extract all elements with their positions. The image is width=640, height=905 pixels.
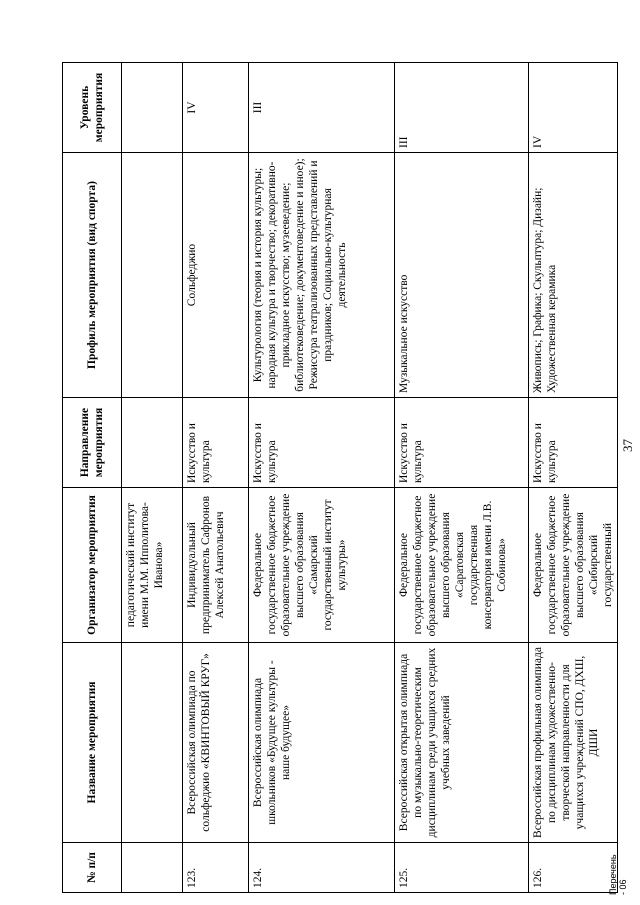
cell-profile: Музыкальное искусство [395, 153, 529, 398]
cell-level [122, 63, 183, 153]
table-row-continuation [122, 63, 183, 893]
header-num: № п/п [63, 843, 122, 893]
header-organizer: Организатор мероприятия [63, 488, 122, 643]
header-profile: Профиль мероприятия (вид спорта) [63, 153, 122, 398]
header-level: Уровень мероприятия [63, 63, 122, 153]
events-table-wrapper [62, 63, 614, 893]
cell-direction: Искусство и культура [395, 398, 529, 488]
cell-name: Всероссийская олимпиада по сольфеджио «КВИНТОВЫЙ КРУГ» [183, 643, 249, 843]
header-direction: Направление мероприятия [63, 398, 122, 488]
table-row [249, 63, 395, 893]
cell-name: Всероссийская открытая олимпиада по музыкально-теоретическим дисциплинам среди учащихся средних учебных заведений [395, 643, 529, 843]
footer-note: Перечень - 06 [608, 854, 628, 895]
cell-num: 125. [395, 843, 529, 893]
cell-num: 124. [249, 843, 395, 893]
cell-name [122, 643, 183, 843]
cell-profile: Культурология (теория и история культуры; народная культура и творчество; декоративно-прикладное искусство; музееведение; библиотековедение; документоведение и иное); Режиссура театрализованных представлений и праздников; Социально-культурная деятельность [249, 153, 395, 398]
cell-direction: Искусство и культура [183, 398, 249, 488]
cell-organizer: Федеральное государственное бюджетное образовательное учреждение высшего образования «Самарский государственный институт культуры» [249, 488, 395, 643]
cell-profile [122, 153, 183, 398]
cell-num: 126. [529, 843, 618, 893]
cell-direction: Искусство и культура [249, 398, 395, 488]
table-row [529, 63, 618, 893]
cell-level: III [249, 63, 395, 153]
cell-name: Всероссийская олимпиада школьников «Будущее культуры - наше будущее» [249, 643, 395, 843]
cell-name: Всероссийская профильная олимпиада по дисциплинам художественно-творческой направленности для учащихся учреждений СПО, ДХШ, ДШИ [529, 643, 618, 843]
cell-level: IV [529, 63, 618, 153]
cell-profile: Живопись; Графика; Скульптура; Дизайн; Художественная керамика [529, 153, 618, 398]
cell-num: 123. [183, 843, 249, 893]
cell-direction: Искусство и культура [529, 398, 618, 488]
page-number: 37 [620, 439, 635, 452]
table-header-row [63, 63, 122, 893]
header-name: Название мероприятия [63, 643, 122, 843]
cell-direction [122, 398, 183, 488]
cell-organizer: Индивидуальный предприниматель Сафронов Алексей Анатольевич [183, 488, 249, 643]
cell-organizer: Федеральное государственное бюджетное образовательное учреждение высшего образования «Саратовская государственная консерватория имени Л.В. Собинова» [395, 488, 529, 643]
cell-num [122, 843, 183, 893]
events-table [62, 62, 618, 893]
cell-organizer: Федеральное государственное бюджетное образовательное учреждение высшего образования «Сибирский государственный [529, 488, 618, 643]
cell-level: III [395, 63, 529, 153]
cell-level: IV [183, 63, 249, 153]
cell-profile: Сольфеджио [183, 153, 249, 398]
cell-organizer: педагогический институт имени М.М. Ипполитова-Иванова» [122, 488, 183, 643]
table-row [395, 63, 529, 893]
table-row [183, 63, 249, 893]
